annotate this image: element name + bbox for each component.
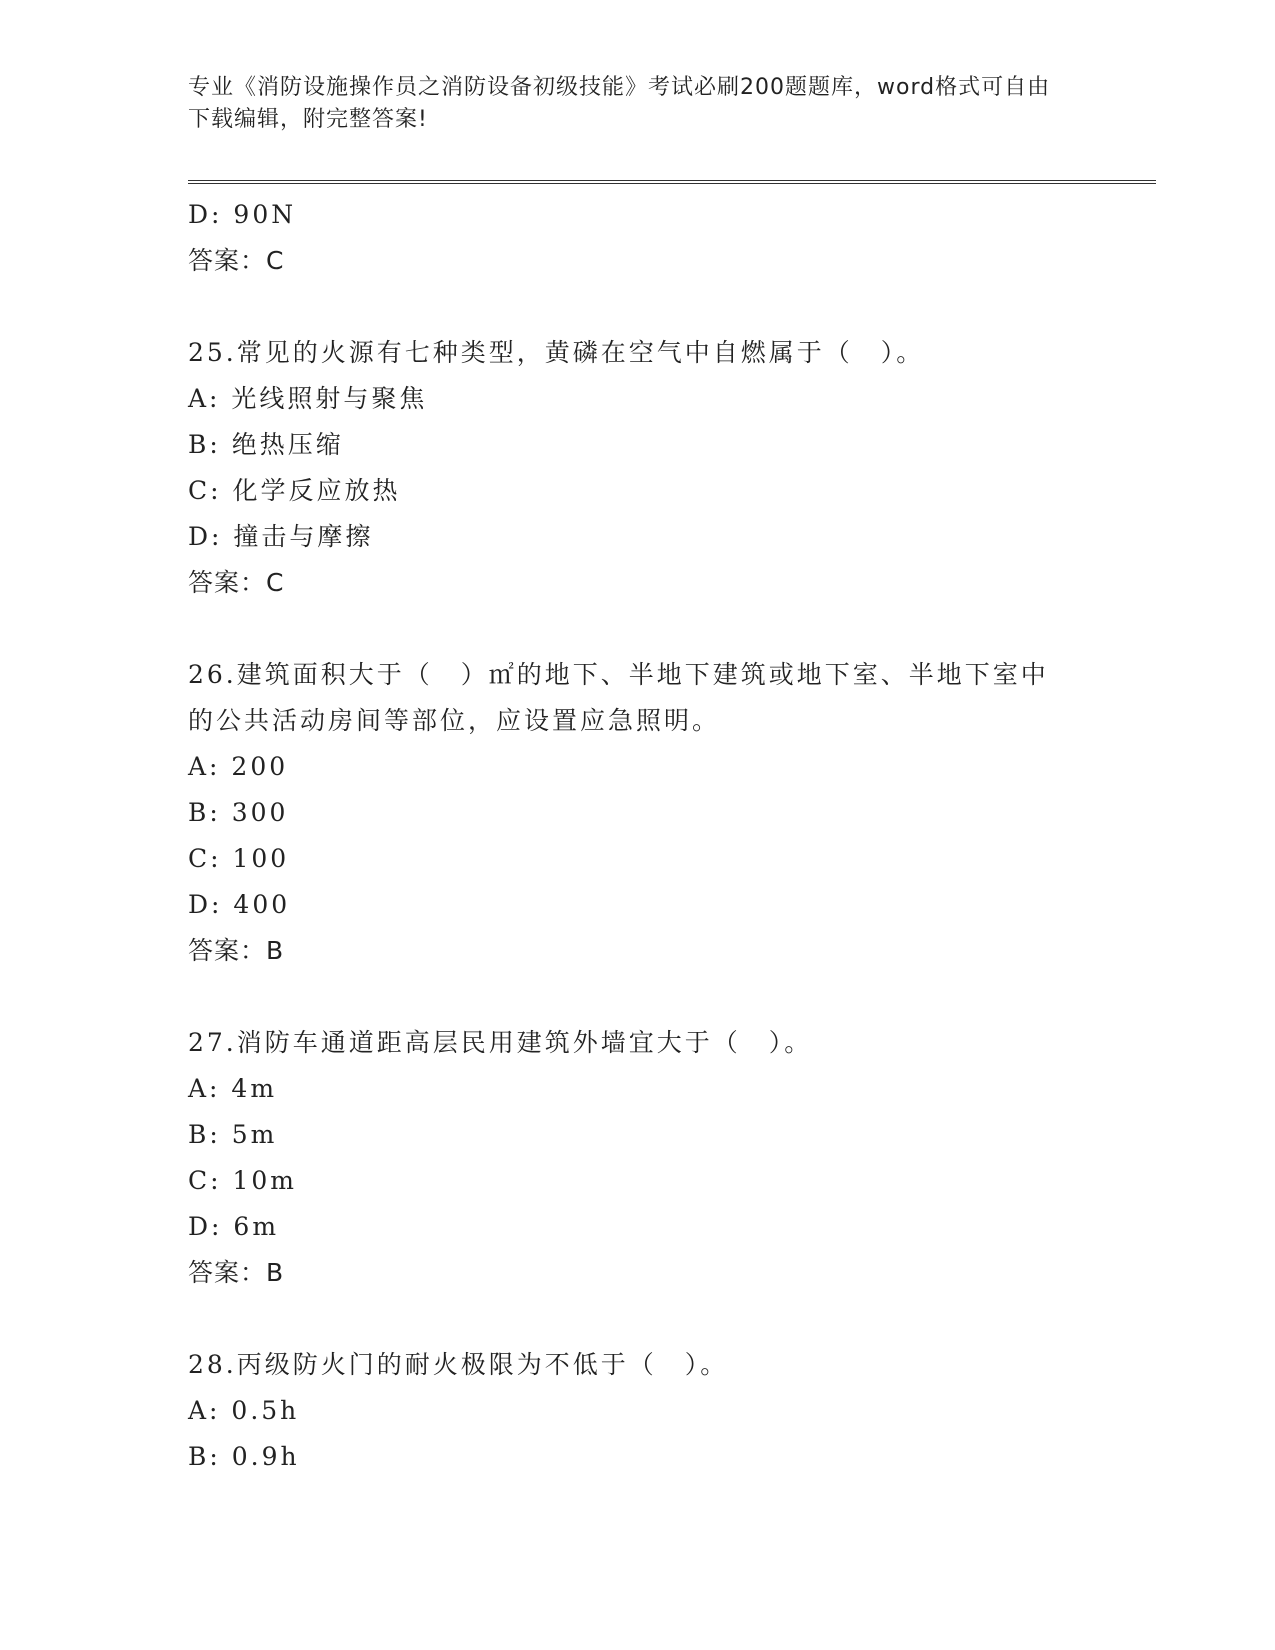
spacer xyxy=(188,1296,1088,1342)
answer-line: 答案：B xyxy=(188,1258,285,1287)
option-a: A: 0.5h xyxy=(188,1396,300,1425)
option-d: D: 6m xyxy=(188,1212,280,1241)
option-b: B: 5m xyxy=(188,1120,278,1149)
spacer xyxy=(188,284,1088,330)
answer-line: 答案：C xyxy=(188,568,285,597)
option-b: B: 0.9h xyxy=(188,1442,300,1471)
option-d: D: 90N xyxy=(188,200,297,229)
option-a: A: 光线照射与聚焦 xyxy=(188,384,428,413)
option-d: D: 撞击与摩擦 xyxy=(188,522,374,551)
document-header: 专业《消防设施操作员之消防设备初级技能》考试必刷200题题库，word格式可自由下载编辑，附完整答案! xyxy=(188,75,1051,132)
question-title: 26.建筑面积大于（ ）㎡的地下、半地下建筑或地下室、半地下室中的公共活动房间等部位，应设置应急照明。 xyxy=(188,660,1049,735)
option-a: A: 200 xyxy=(188,752,289,781)
question-title: 28.丙级防火门的耐火极限为不低于（ ）。 xyxy=(188,1350,729,1379)
question-list xyxy=(188,192,1088,1480)
question-block xyxy=(188,1342,1088,1480)
question-block xyxy=(188,1020,1088,1296)
question-title: 25.常见的火源有七种类型，黄磷在空气中自燃属于（ ）。 xyxy=(188,338,925,367)
option-b: B: 300 xyxy=(188,798,289,827)
option-c: C: 化学反应放热 xyxy=(188,476,401,505)
header-divider xyxy=(188,180,1156,184)
option-b: B: 绝热压缩 xyxy=(188,430,344,459)
option-a: A: 4m xyxy=(188,1074,278,1103)
spacer xyxy=(188,974,1088,1020)
answer-line: 答案：C xyxy=(188,246,285,275)
question-title: 27.消防车通道距高层民用建筑外墙宜大于（ ）。 xyxy=(188,1028,813,1057)
spacer xyxy=(188,606,1088,652)
question-block xyxy=(188,330,1088,606)
question-block xyxy=(188,652,1088,974)
option-c: C: 10m xyxy=(188,1166,298,1195)
answer-line: 答案：B xyxy=(188,936,285,965)
option-d: D: 400 xyxy=(188,890,291,919)
option-c: C: 100 xyxy=(188,844,290,873)
